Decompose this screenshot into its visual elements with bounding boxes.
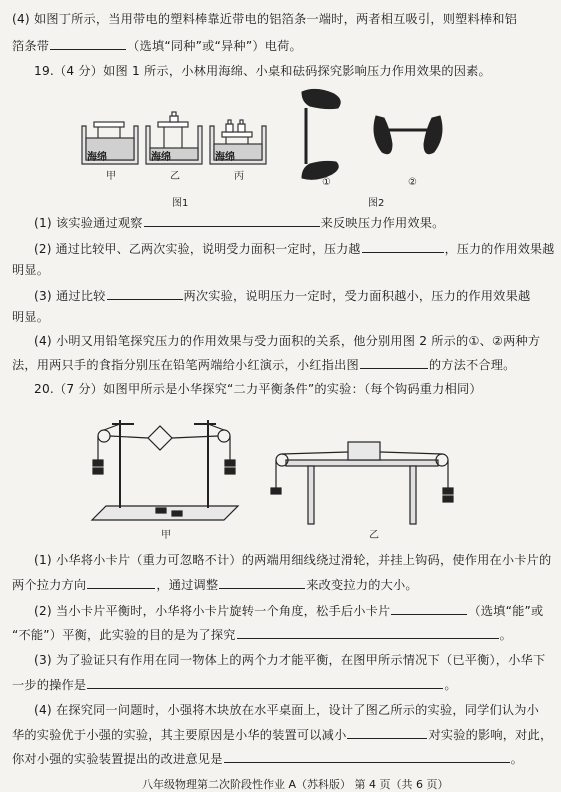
- label-jia: 甲: [106, 171, 116, 182]
- answer-blank[interactable]: [50, 37, 126, 50]
- figure2-caption: 图2: [368, 198, 385, 209]
- q19-stem: 19.（4 分）如图 1 所示，小林用海绵、小桌和砝码探究影响压力作用效果的因素。: [34, 64, 491, 78]
- q18-line1: (4) 如图丁所示，当用带电的塑料棒靠近带电的铝箔条一端时，两者相互吸引，则塑料棒和铝: [12, 12, 518, 26]
- q19-part4-cont: 法，用两只手的食指分别压在铅笔两端给小红演示，小红指出图 的方法不合理。: [12, 358, 516, 372]
- label-bing: 丙: [234, 171, 244, 182]
- q18-line2: 箔条带 （选填“同种”或“异种”）电荷。: [12, 39, 302, 53]
- figure-yi-block-table: [268, 436, 458, 526]
- q20-part4-cont2: 你对小强的实验装置提出的改进意见是 。: [12, 752, 523, 766]
- answer-blank[interactable]: [347, 726, 427, 739]
- q20-part3: (3) 为了验证只有作用在同一物体上的两个力才能平衡，在图甲所示情况下（已平衡），小华下: [34, 653, 546, 667]
- answer-blank[interactable]: [237, 626, 499, 639]
- q20-part1-cont: 两个拉力方向 ，通过调整 来改变拉力的大小。: [12, 578, 418, 592]
- q20-part3-cont: 一步的操作是 。: [12, 678, 457, 692]
- sponge-label-bing: 海绵: [215, 152, 235, 163]
- answer-blank[interactable]: [87, 676, 443, 689]
- figure-jia-card-apparatus: [90, 412, 240, 530]
- label-method1: ①: [322, 177, 331, 188]
- label-fig-jia: 甲: [161, 530, 171, 541]
- page-footer: 八年级物理第二次阶段性作业 A（苏科版） 第 4 页（共 6 页）: [142, 778, 449, 791]
- q20-stem: 20.（7 分）如图甲所示是小华探究“二力平衡条件”的实验：（每个钩码重力相同）: [34, 382, 482, 396]
- q20-part1: (1) 小华将小卡片（重力可忽略不计）的两端用细线绕过滑轮，并挂上钩码，使作用在小卡片的: [34, 553, 552, 567]
- q19-part4: (4) 小明又用铅笔探究压力的作用效果与受力面积的关系，他分别用图 2 所示的①、②两种方: [34, 334, 541, 348]
- figure2-pencil-fingers: [296, 86, 446, 181]
- q19-part2: (2) 通过比较甲、乙两次实验，说明受力面积一定时，压力越 ，压力的作用效果越: [34, 242, 555, 256]
- answer-blank[interactable]: [87, 576, 155, 589]
- q20-part4: (4) 在探究同一问题时，小强将木块放在水平桌面上，设计了图乙所示的实验，同学们认为小: [34, 703, 540, 717]
- figure1-caption: 图1: [172, 198, 189, 209]
- answer-blank[interactable]: [144, 214, 320, 227]
- sponge-label-yi: 海绵: [151, 152, 171, 163]
- answer-blank[interactable]: [107, 287, 183, 300]
- label-fig-yi: 乙: [369, 530, 379, 541]
- answer-blank[interactable]: [362, 240, 444, 253]
- answer-blank[interactable]: [391, 602, 467, 615]
- answer-blank[interactable]: [224, 750, 510, 763]
- answer-blank[interactable]: [360, 356, 428, 369]
- q19-part2-cont: 明显。: [12, 263, 50, 277]
- label-yi: 乙: [170, 171, 180, 182]
- q20-part4-cont: 华的实验优于小强的实验，其主要原因是小华的装置可以减小 对实验的影响，对此，: [12, 728, 553, 742]
- q19-part1: (1) 该实验通过观察 来反映压力作用效果。: [34, 216, 445, 230]
- label-method2: ②: [408, 177, 417, 188]
- q19-part3: (3) 通过比较 两次实验，说明压力一定时，受力面积越小，压力的作用效果越: [34, 289, 531, 303]
- q19-part3-cont: 明显。: [12, 310, 50, 324]
- answer-blank[interactable]: [219, 576, 305, 589]
- q20-part2-cont: “不能”）平衡，此实验的目的是为了探究 。: [12, 628, 513, 642]
- q20-part2: (2) 当小卡片平衡时，小华将小卡片旋转一个角度，松手后小卡片 （选填“能”或: [34, 604, 544, 618]
- sponge-label-jia: 海绵: [87, 152, 107, 163]
